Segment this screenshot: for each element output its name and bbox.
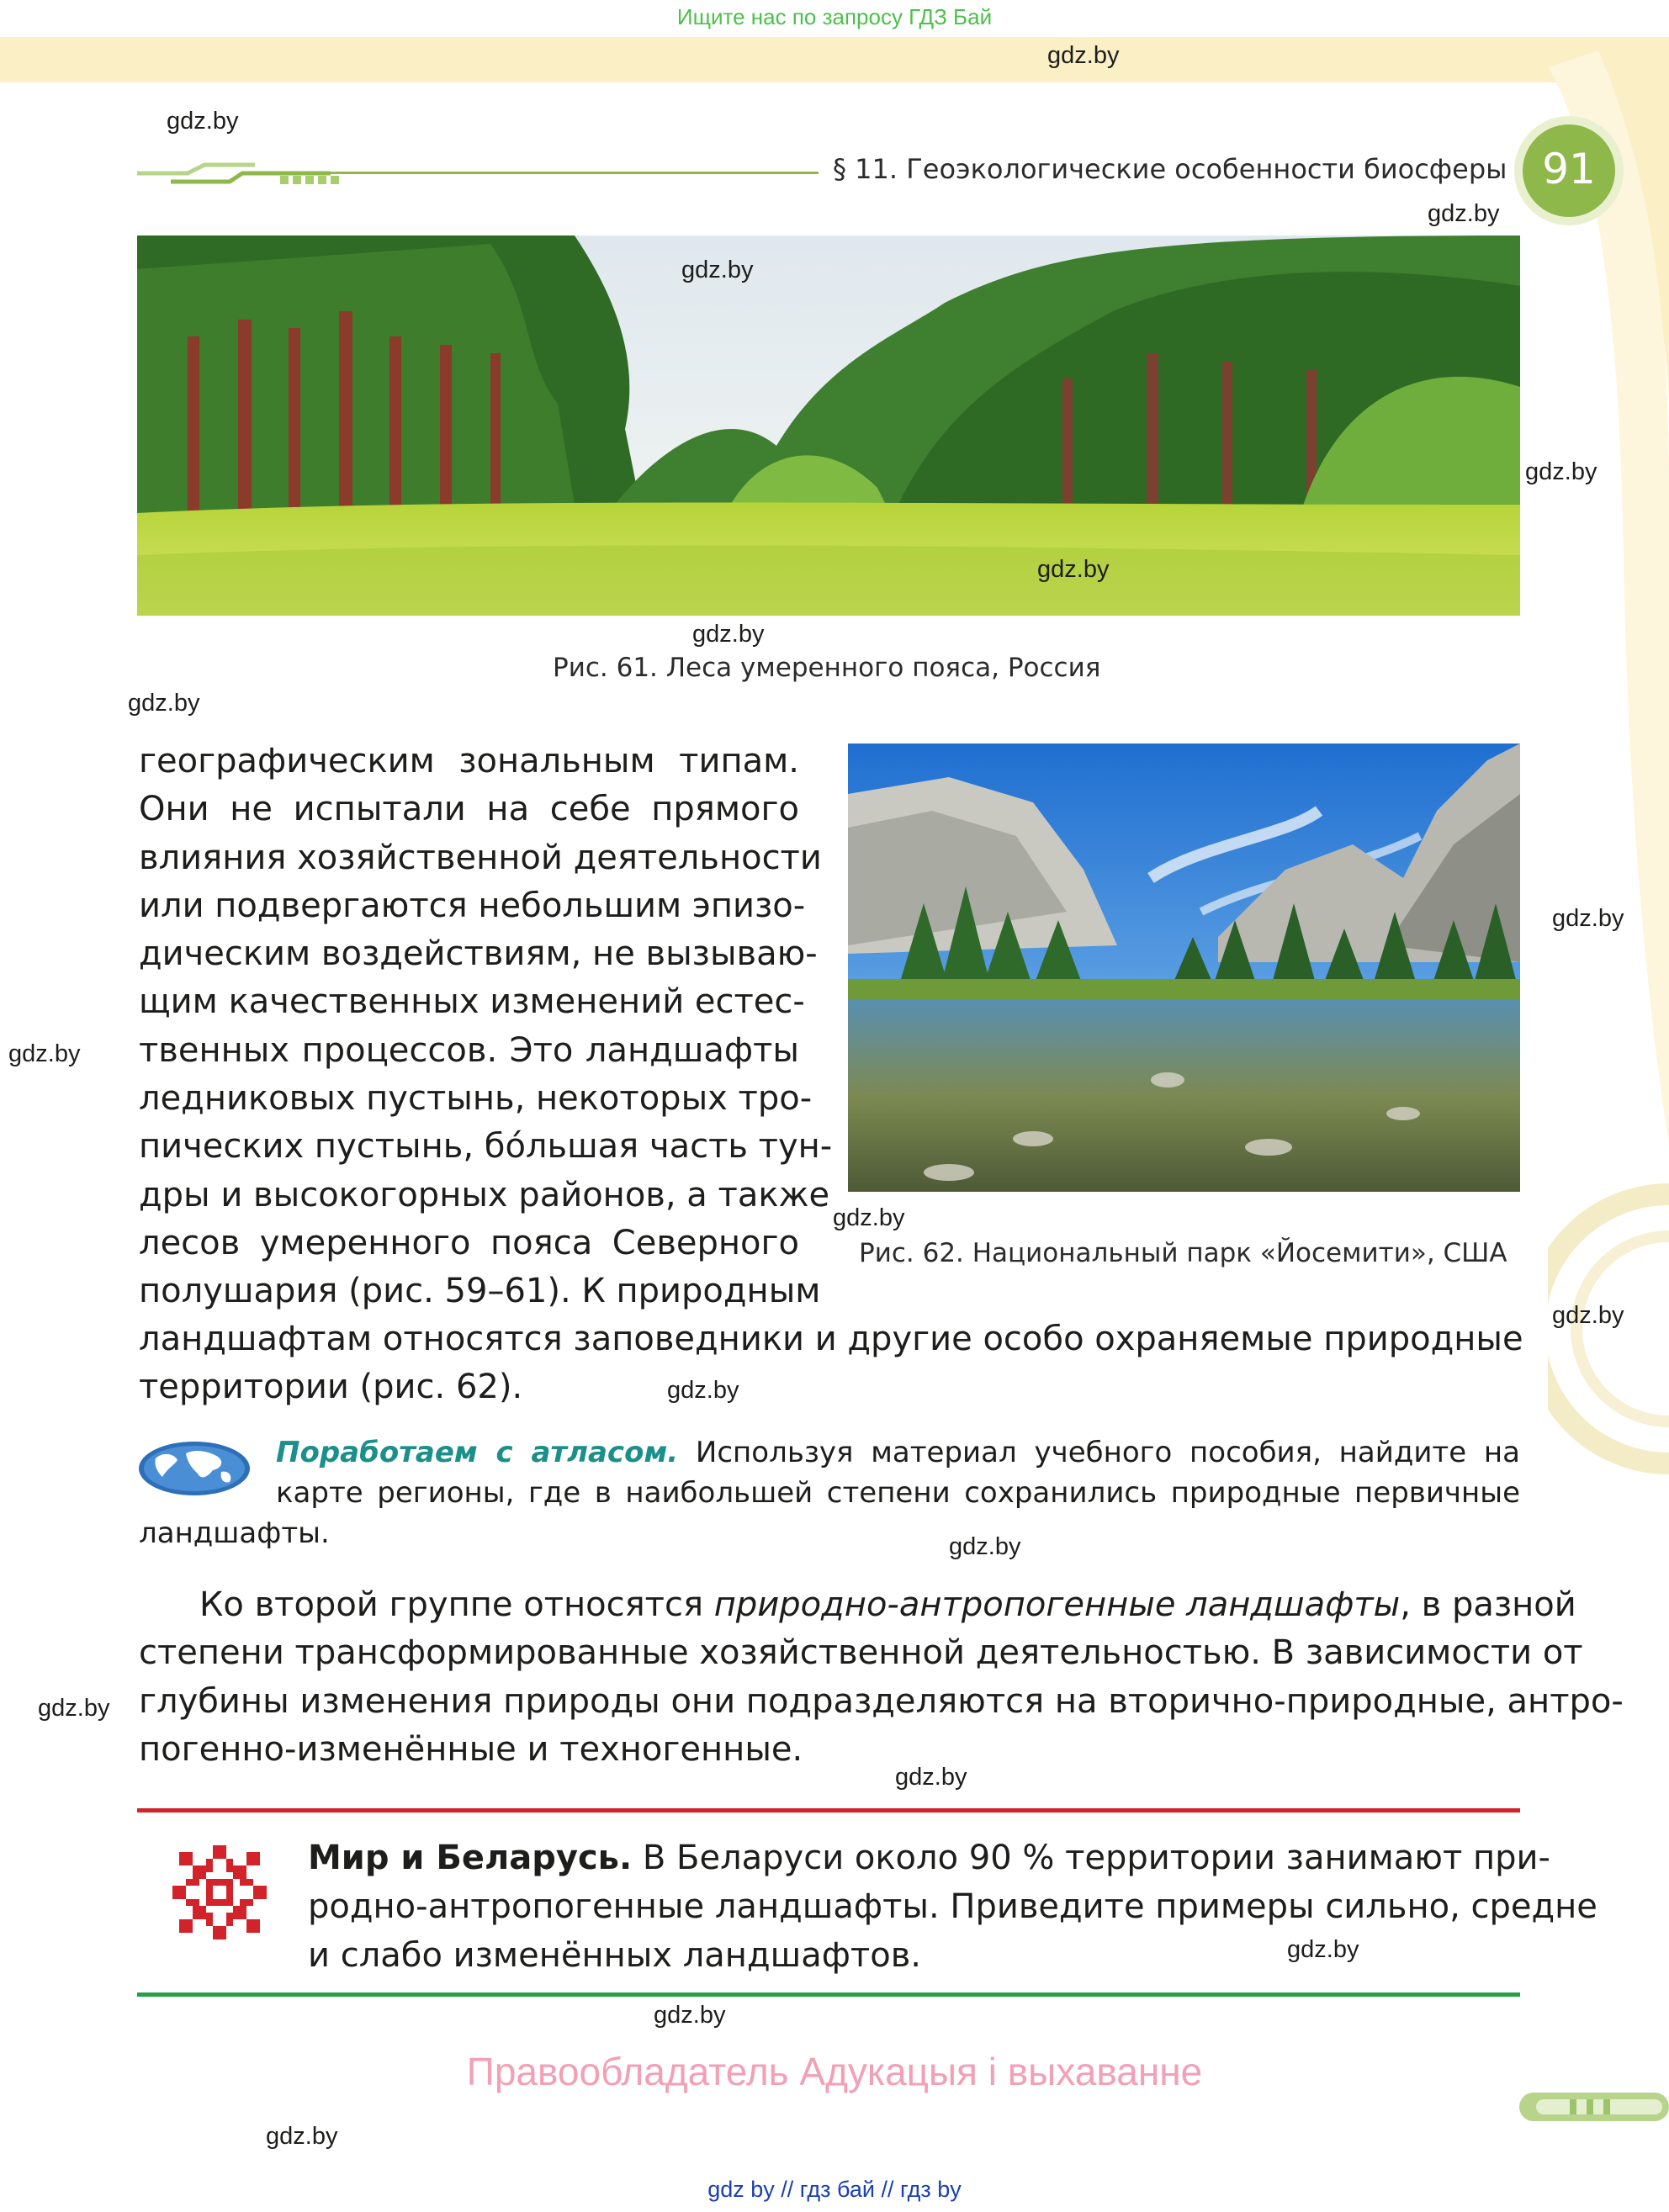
fig62-yosemite-photo xyxy=(848,744,1520,1192)
watermark: gdz.by xyxy=(1428,200,1500,227)
atlas-task xyxy=(276,1432,1520,1513)
text-line: дры и высокогорных районов, а также xyxy=(139,1175,830,1214)
red-rule xyxy=(137,1808,1520,1812)
atlas-text-3: ландшафты. xyxy=(139,1516,330,1550)
copyright-notice: Правообладатель Адукацыя і выхаванне xyxy=(466,2050,1203,2093)
text-line: Мир и Беларусь. В Беларуси около 90 % территории занимают при- xyxy=(308,1839,1550,1877)
paragraph-1-continued xyxy=(139,1315,1523,1412)
header-band xyxy=(0,37,1669,82)
text-line: географическим зональным типам. xyxy=(139,742,799,781)
watermark: gdz.by xyxy=(692,621,765,648)
text-line: ландшафтам относятся заповедники и другие особо охраняемые природные xyxy=(139,1320,1523,1358)
watermark: gdz.by xyxy=(1287,1936,1359,1963)
watermark: gdz.by xyxy=(833,1204,905,1231)
text-line: ледниковых пустынь, некоторых тро- xyxy=(139,1079,813,1119)
watermark: gdz.by xyxy=(667,1377,739,1404)
term-italic: природно-антропогенные ландшафты xyxy=(713,1585,1401,1624)
green-rule xyxy=(137,1992,1520,1997)
fig61-caption: Рис. 61. Леса умеренного пояса, Россия xyxy=(553,653,1101,683)
fig62-caption: Рис. 62. Национальный парк «Йосемити», США xyxy=(859,1238,1507,1268)
header-rule xyxy=(137,161,819,187)
text-line xyxy=(276,1432,1520,1473)
decorative-swoosh xyxy=(1548,50,1669,1733)
watermark: gdz.by xyxy=(1552,1302,1624,1329)
text-line: родно-антропогенные ландшафты. Приведите примеры сильно, средне xyxy=(308,1887,1597,1926)
paragraph-1 xyxy=(139,738,833,1316)
text-line: глубины изменения природы они подразделяются на вторично-природные, антро- xyxy=(139,1681,1624,1721)
text-line: пических пустынь, бóльшая часть тун- xyxy=(139,1127,833,1167)
running-head: § 11. Геоэкологические особенности биосферы xyxy=(833,153,1507,185)
watermark: gdz.by xyxy=(949,1533,1021,1560)
text-line: щим качественных изменений естес- xyxy=(139,982,805,1022)
watermark: gdz.by xyxy=(1552,905,1624,932)
watermark: gdz.by xyxy=(895,1764,967,1791)
paragraph-2 xyxy=(139,1581,1624,1774)
watermark: gdz.by xyxy=(266,2123,338,2150)
watermark: gdz.by xyxy=(8,1040,81,1067)
text-line: Ко второй группе относятся природно-антропогенные ландшафты, в разной xyxy=(199,1585,1576,1624)
text-line: степени трансформированные хозяйственной деятельностью. В зависимости от xyxy=(139,1633,1583,1673)
text-line: дическим воздействиям, не вызываю- xyxy=(139,934,818,974)
text-line: или подвергаются небольшим эпизо- xyxy=(139,886,806,925)
watermark: gdz.by xyxy=(1047,42,1120,69)
text-line: полушария (рис. 59–61). К природным xyxy=(139,1272,821,1311)
fig61-forest-photo xyxy=(137,235,1520,616)
watermark: gdz.by xyxy=(38,1695,110,1722)
text-line: твенных процессов. Это ландшафты xyxy=(139,1030,799,1070)
atlas-heading: Поработаем с атласом. xyxy=(276,1436,679,1469)
atlas-text-1: Используя материал учебного пособия, найдите на xyxy=(678,1436,1520,1469)
watermark: gdz.by xyxy=(1525,458,1597,485)
text-line: и слабо изменённых ландшафтов. xyxy=(308,1936,921,1975)
watermark: gdz.by xyxy=(128,690,200,717)
atlas-text-2: карте регионы, где в наибольшей степени сохранились природные первичные xyxy=(276,1476,1520,1510)
text-line: лесов умеренного пояса Северного xyxy=(139,1223,799,1262)
belarus-ornament-icon xyxy=(172,1845,267,1939)
watermark: gdz.by xyxy=(1037,556,1110,583)
watermark: gdz.by xyxy=(654,2002,726,2029)
top-banner: Ищите нас по запросу ГДЗ Бай xyxy=(0,0,1669,37)
text-line: влияния хозяйственной деятельности xyxy=(139,838,822,877)
watermark: gdz.by xyxy=(681,257,754,283)
text-line: Они не испытали на себе прямого xyxy=(139,790,799,829)
footer-links[interactable]: gdz by // гдз бай // гдз by xyxy=(707,2177,962,2202)
watermark: gdz.by xyxy=(167,108,239,135)
text-line: территории (рис. 62). xyxy=(139,1368,523,1407)
text-line: погенно-изменённые и техногенные. xyxy=(139,1729,803,1769)
globe-icon xyxy=(137,1440,252,1497)
mir-belarus-heading: Мир и Беларусь. xyxy=(308,1839,633,1877)
page-number: 91 xyxy=(1523,124,1615,217)
